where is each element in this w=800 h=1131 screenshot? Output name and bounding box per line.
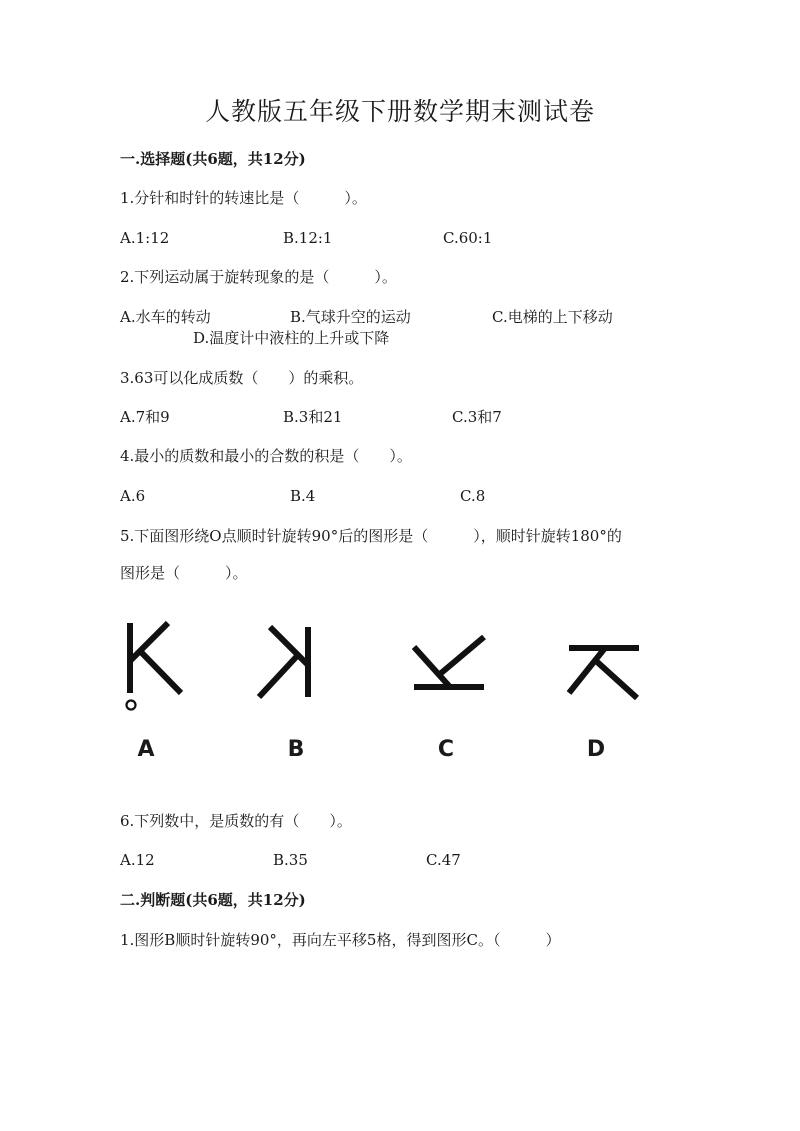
page-title: 人教版五年级下册数学期末测试卷 (204, 97, 595, 126)
figure-label-a: A (137, 737, 155, 762)
question-2-option-c: C.电梯的上下移动 (492, 308, 613, 326)
figure-a-k-shape (118, 618, 188, 718)
section-heading-choice: 一.选择题(共6题，共12分) (120, 150, 306, 168)
figure-c-k-shape (410, 632, 490, 697)
question-1-option-a: A.1:12 (120, 229, 170, 247)
question-5-text-line-1: 5.下面图形绕O点顺时针旋转90°后的图形是（ ），顺时针旋转180°的 (120, 527, 622, 545)
question-2-text: 2.下列运动属于旋转现象的是（ ）。 (120, 268, 397, 286)
figure-d-k-shape (565, 638, 645, 703)
question-4-text: 4.最小的质数和最小的合数的积是（ ）。 (120, 447, 412, 465)
question-3-option-c: C.3和7 (452, 408, 502, 426)
rotation-point-o (127, 701, 136, 710)
question-3-option-a: A.7和9 (120, 408, 170, 426)
question-1-option-c: C.60:1 (443, 229, 493, 247)
figure-label-b: B (287, 737, 305, 762)
question-4-option-a: A.6 (120, 487, 146, 505)
question-2-option-d: D.温度计中液柱的上升或下降 (193, 329, 390, 347)
question-6-option-a: A.12 (120, 851, 155, 869)
question-3-option-b: B.3和21 (283, 408, 343, 426)
question-2-option-a: A.水车的转动 (120, 308, 211, 326)
figure-label-c: C (437, 737, 455, 762)
question-6-text: 6.下列数中，是质数的有（ ）。 (120, 812, 352, 830)
figure-b-k-shape (252, 622, 322, 702)
question-6-option-b: B.35 (273, 851, 308, 869)
question-2-option-b: B.气球升空的运动 (290, 308, 411, 326)
question-4-option-b: B.4 (290, 487, 316, 505)
judgement-1-text: 1.图形B顺时针旋转90°，再向左平移5格，得到图形C。（ ） (120, 931, 561, 949)
question-4-option-c: C.8 (460, 487, 486, 505)
section-heading-judgement: 二.判断题(共6题，共12分) (120, 891, 306, 909)
question-1-text: 1.分针和时针的转速比是（ ）。 (120, 189, 367, 207)
question-6-option-c: C.47 (426, 851, 461, 869)
question-1-option-b: B.12:1 (283, 229, 333, 247)
figure-label-d: D (586, 737, 606, 762)
question-5-text-line-2: 图形是（ ）。 (120, 564, 248, 582)
question-3-text: 3.63可以化成质数（ ）的乘积。 (120, 369, 364, 387)
